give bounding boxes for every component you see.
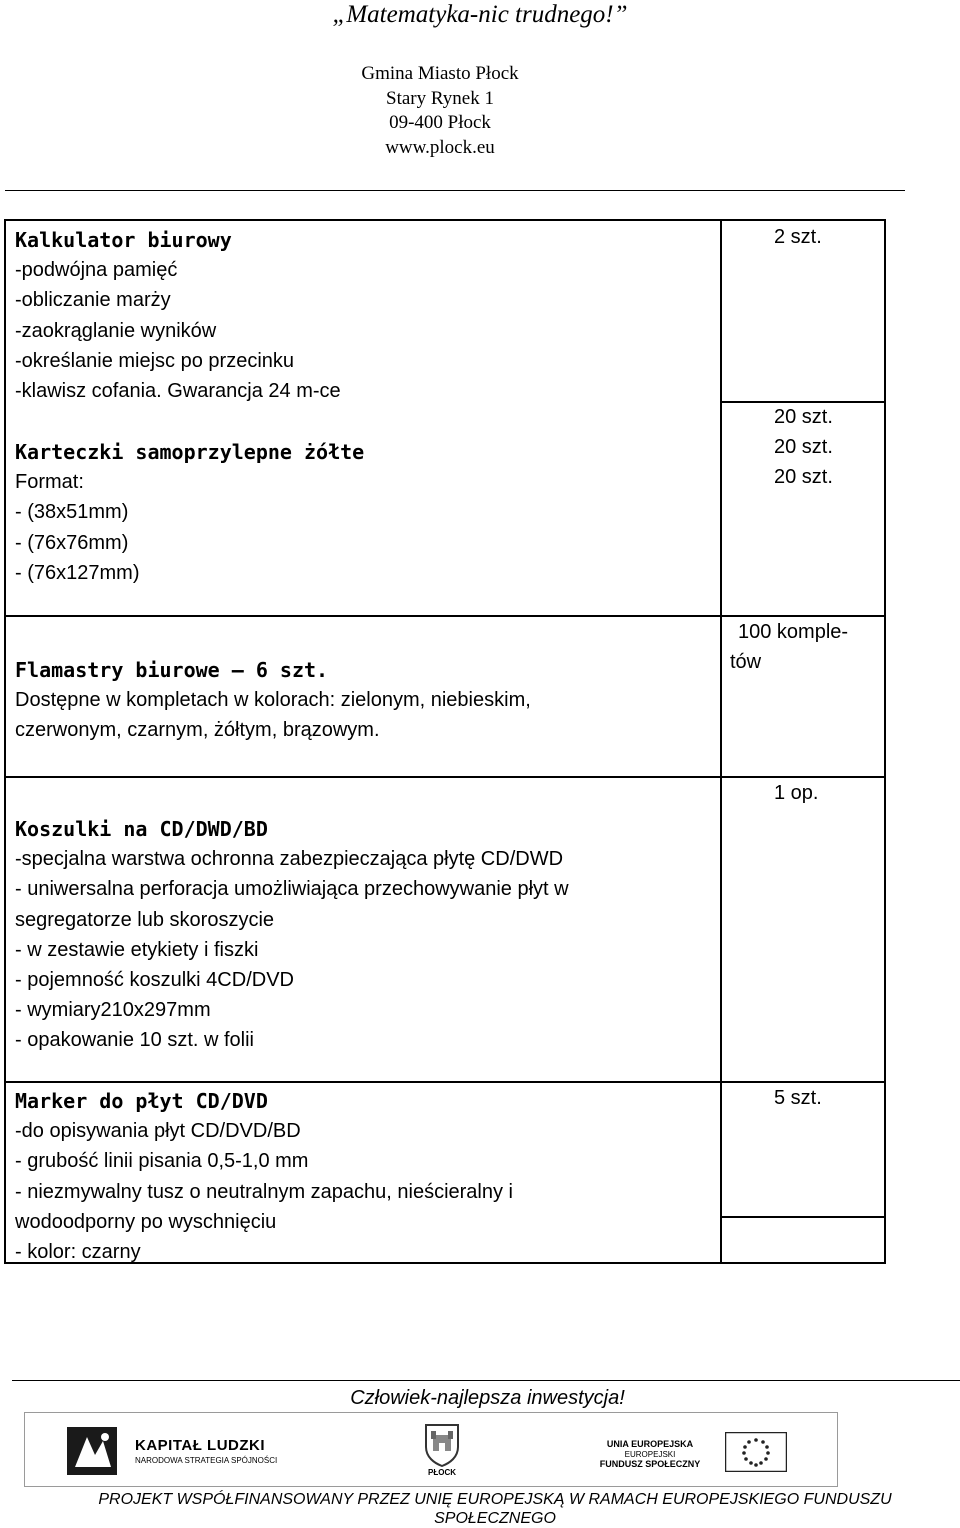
- qty-flamastry: [722, 617, 886, 677]
- item-line: - pojemność koszulki 4CD/DVD: [15, 969, 294, 992]
- item-title: Flamastry biurowe – 6 szt.: [15, 658, 329, 682]
- item-line: czerwonym, czarnym, żółtym, brązowym.: [15, 719, 380, 742]
- item-line: - (76x76mm): [15, 531, 129, 554]
- item-line: -specjalna warstwa ochronna zabezpieczająca płytę CD/DWD: [15, 848, 564, 871]
- item-title: Koszulki na CD/DWD/BD: [15, 817, 268, 841]
- item-line: Dostępne w kompletach w kolorach: zielonym, niebieskim,: [15, 689, 531, 712]
- item-line: -zaokrąglanie wyników: [15, 319, 217, 342]
- address-line: Gmina Miasto Płock: [361, 63, 519, 84]
- item-line: -klawisz cofania. Gwarancja 24 m-ce: [15, 380, 341, 403]
- item-line: -do opisywania płyt CD/DVD/BD: [15, 1120, 301, 1143]
- ue-line3: FUNDUSZ SPOŁECZNY: [599, 1459, 701, 1469]
- item-line: - uniwersalna perforacja umożliwiająca przechowywanie płyt w: [15, 878, 569, 901]
- qty-kalkulator: [722, 222, 886, 252]
- qty-value: tów: [730, 651, 762, 673]
- footer-project-note: [0, 1490, 960, 1528]
- footer-divider: [12, 1380, 960, 1381]
- kapital-ludzki-title: KAPITAŁ LUDZKI: [135, 1437, 266, 1454]
- qty-value: 20 szt.: [774, 436, 833, 458]
- item-line: - (76x127mm): [15, 561, 140, 584]
- products-table: [4, 219, 886, 1264]
- address-line: 09-400 Płock: [389, 112, 491, 133]
- eu-flag-icon: [725, 1432, 787, 1472]
- plock-coat-of-arms-icon: [422, 1421, 462, 1467]
- qty-koszulki: [722, 778, 886, 808]
- qty-karteczki: [722, 402, 886, 492]
- logos-strip: [24, 1412, 838, 1487]
- qty-marker: [722, 1083, 886, 1113]
- qty-value: 5 szt.: [774, 1087, 822, 1109]
- item-kalkulator: [15, 225, 715, 406]
- kapital-ludzki-subtitle: NARODOWA STRATEGIA SPÓJNOŚCI: [135, 1456, 278, 1465]
- qty-value: 100 komple-: [738, 621, 849, 643]
- item-line: - (38x51mm): [15, 501, 129, 524]
- qty-value: 1 op.: [774, 782, 819, 804]
- item-flamastry: [15, 655, 715, 746]
- footer-project-line: SPOŁECZNEGO: [434, 1510, 556, 1527]
- item-line: -podwójna pamięć: [15, 259, 178, 282]
- header-divider: [5, 190, 905, 191]
- footer-project-line: PROJEKT WSPÓŁFINANSOWANY PRZEZ UNIĘ EUROPEJSKĄ W RAMACH EUROPEJSKIEGO FUNDUSZU: [98, 1491, 892, 1508]
- item-line: wodoodporny po wyschnięciu: [15, 1210, 277, 1233]
- address-line: www.plock.eu: [385, 136, 495, 158]
- item-line: - niezmywalny tusz o neutralnym zapachu, nieścieralny i: [15, 1180, 513, 1203]
- item-title: Karteczki samoprzylepne żółte: [15, 440, 365, 464]
- address-line: Stary Rynek 1: [386, 87, 494, 109]
- item-line: - opakowanie 10 szt. w folii: [15, 1029, 255, 1052]
- item-line: segregatorze lub skoroszycie: [15, 908, 275, 931]
- ue-line2: EUROPEJSKI: [624, 1450, 676, 1459]
- item-title: Kalkulator biurowy: [15, 228, 232, 252]
- header-motto: „Matematyka-nic trudnego!”: [332, 1, 628, 28]
- item-marker: [15, 1086, 715, 1267]
- plock-label: PŁOCK: [428, 1468, 456, 1477]
- row-divider: [720, 1216, 884, 1218]
- qty-value: 20 szt.: [774, 406, 833, 428]
- item-line: Format:: [15, 471, 84, 494]
- item-koszulki: [15, 814, 715, 1056]
- kapital-ludzki-logo: [67, 1427, 117, 1475]
- item-line: -obliczanie marży: [15, 289, 171, 312]
- item-line: -określanie miejsc po przecinku: [15, 349, 295, 372]
- item-line: - kolor: czarny: [15, 1241, 141, 1264]
- address-block: [0, 62, 880, 160]
- item-karteczki: [15, 437, 715, 588]
- item-line: - w zestawie etykiety i fiszki: [15, 938, 259, 961]
- ue-line1: UNIA EUROPEJSKA: [606, 1439, 694, 1449]
- qty-value: 20 szt.: [774, 466, 833, 488]
- item-title: Marker do płyt CD/DVD: [15, 1089, 268, 1113]
- item-line: - wymiary210x297mm: [15, 999, 211, 1022]
- qty-value: 2 szt.: [774, 226, 822, 248]
- item-line: - grubość linii pisania 0,5-1,0 mm: [15, 1150, 309, 1173]
- footer-slogan: Człowiek-najlepsza inwestycja!: [350, 1387, 625, 1409]
